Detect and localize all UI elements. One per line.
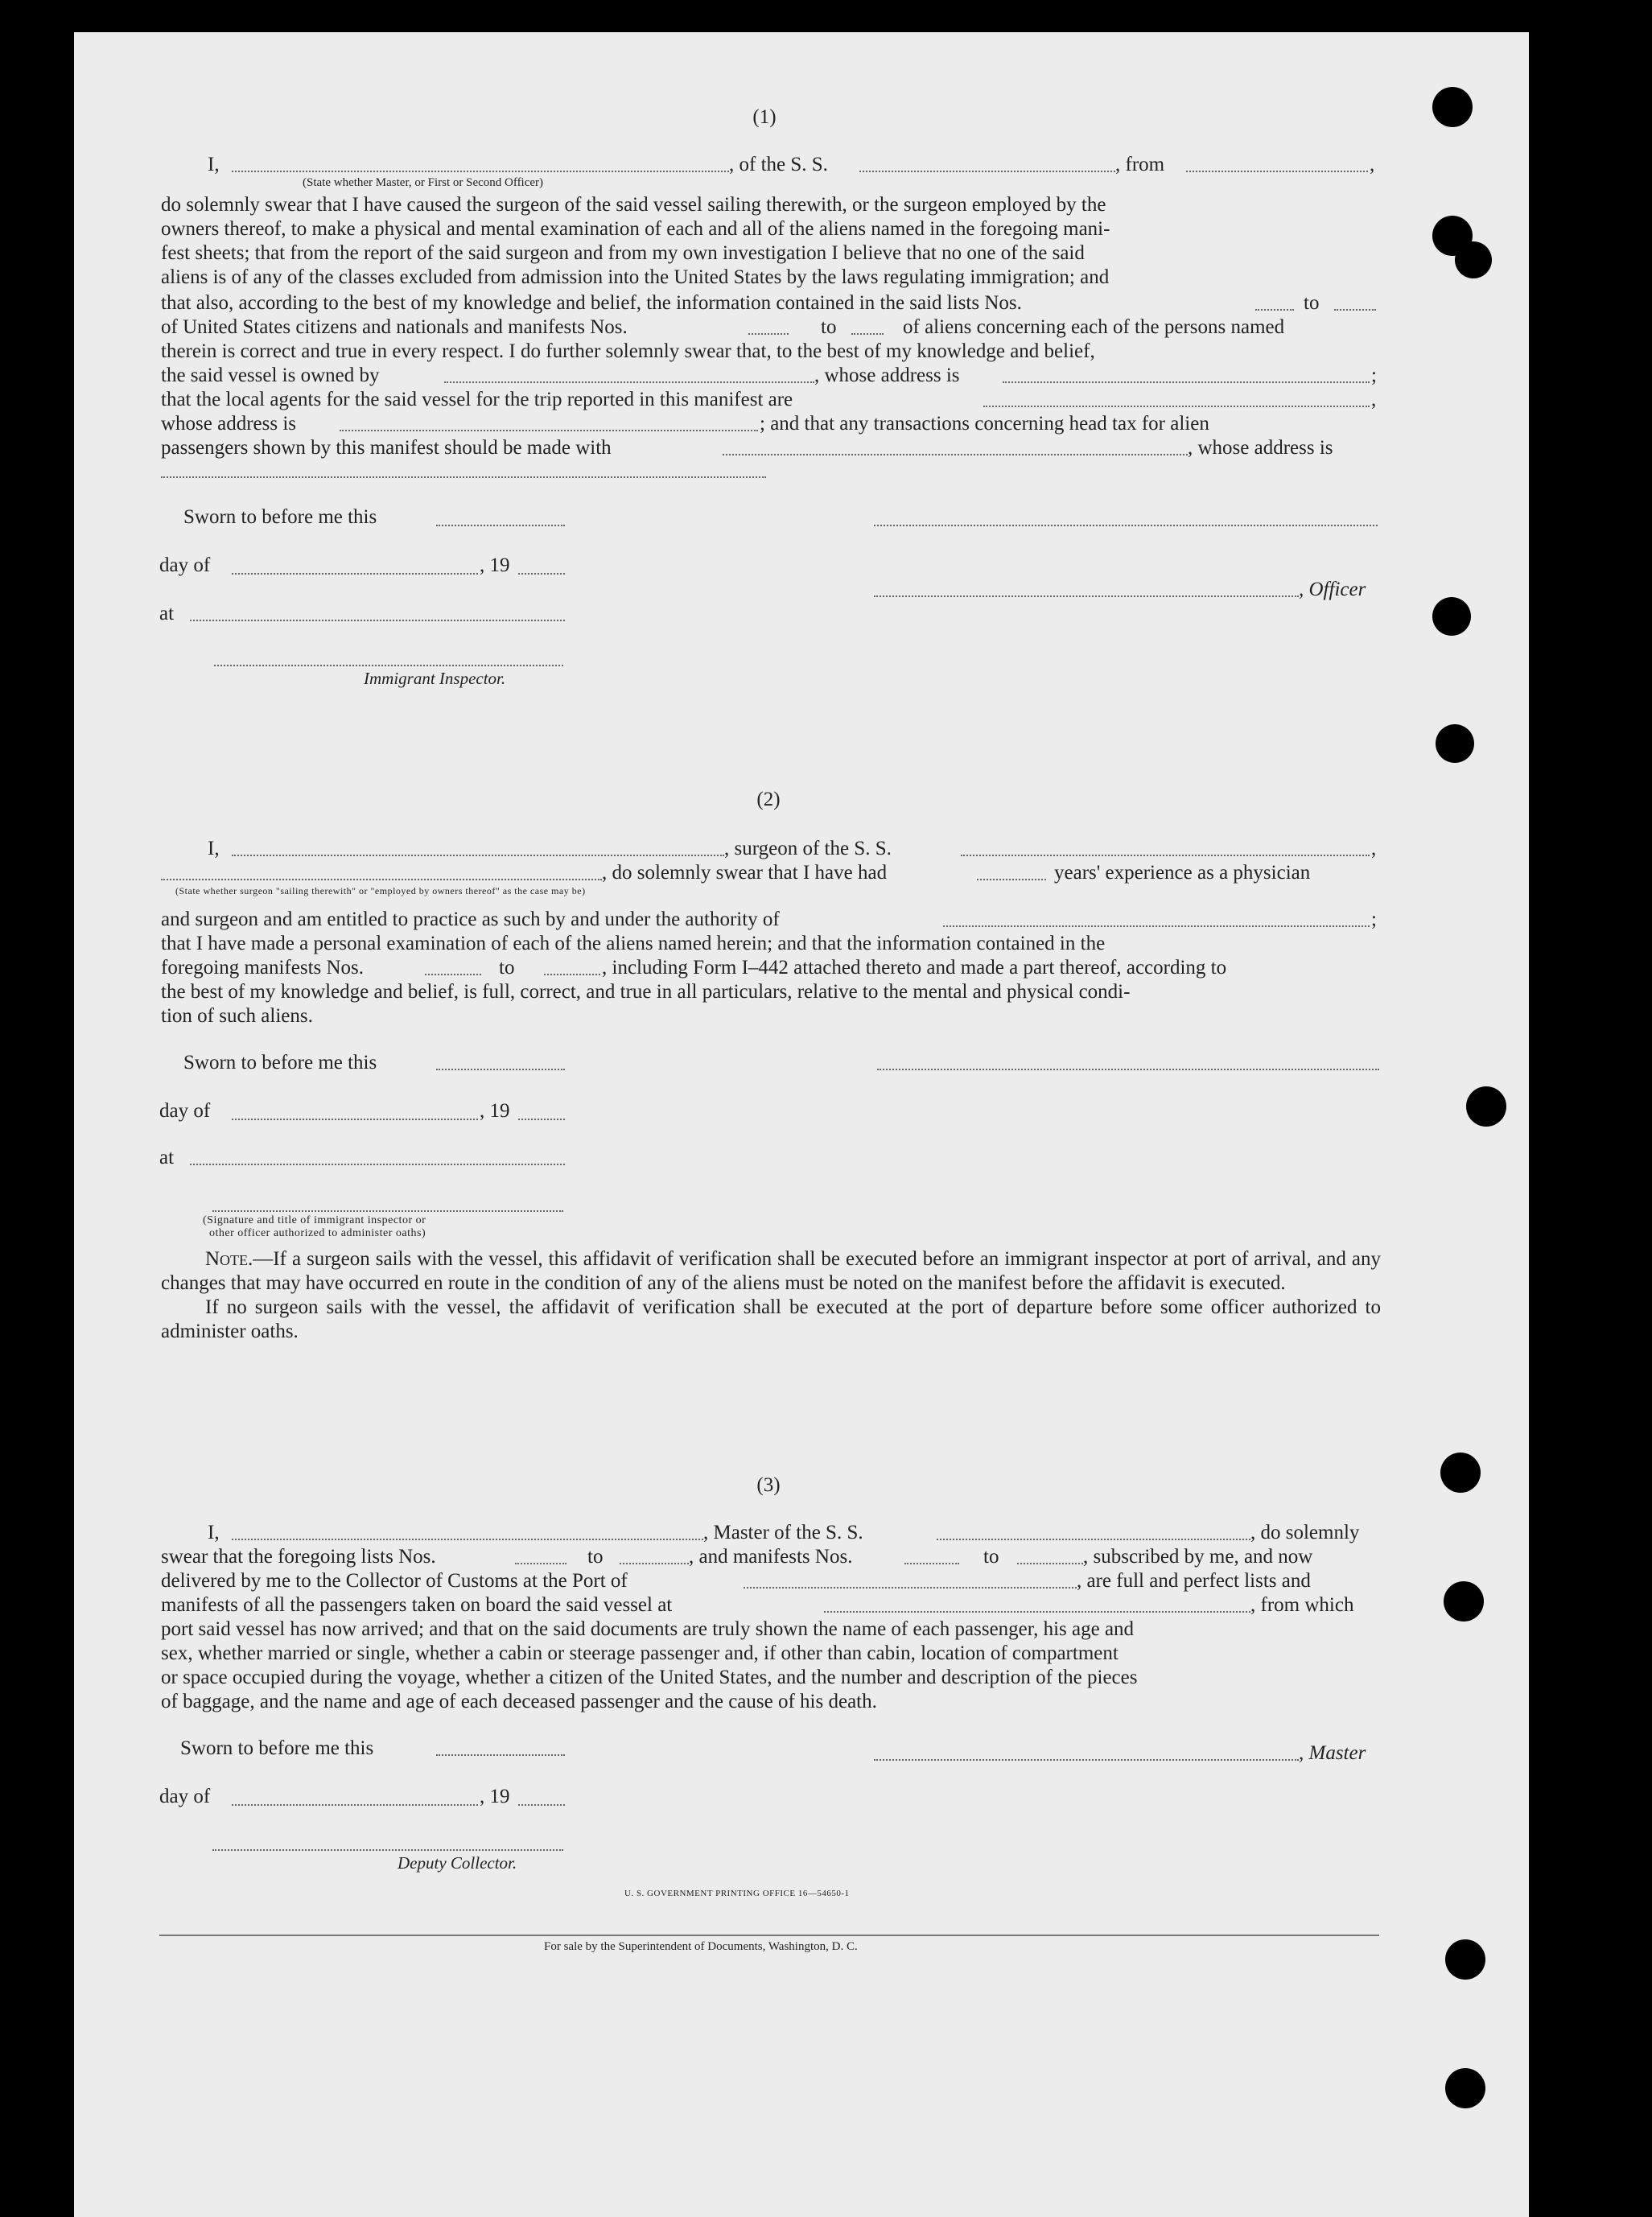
s3-i: I, bbox=[208, 1522, 220, 1543]
s1-signature-field[interactable] bbox=[874, 525, 1378, 526]
s3-line: sex, whether married or single, whether a cabin or steerage passenger and, if other than cabin, location of compartment bbox=[161, 1642, 1118, 1664]
s1-agents-field[interactable] bbox=[983, 406, 1370, 407]
punch-hole bbox=[1444, 1581, 1484, 1622]
s1-at-field[interactable] bbox=[190, 620, 565, 621]
s1-at: at bbox=[159, 603, 175, 624]
s2-i: I, bbox=[208, 838, 220, 859]
s2-surgeon-type-field[interactable] bbox=[161, 879, 602, 880]
s1-manifests-to-field[interactable] bbox=[851, 333, 884, 335]
s2-sig-caption-2: other officer authorized to administer oaths) bbox=[209, 1227, 426, 1239]
s1-owner-address-field[interactable] bbox=[1003, 381, 1370, 383]
s1-from-field[interactable] bbox=[1186, 171, 1368, 172]
s2-signature-field[interactable] bbox=[877, 1069, 1379, 1070]
s3-body bbox=[161, 1617, 1381, 1714]
s2-day-field[interactable] bbox=[232, 1119, 478, 1120]
s3-lists-from-field[interactable] bbox=[515, 1563, 566, 1564]
s1-body-2 bbox=[161, 340, 1381, 364]
s1-agents-address-field[interactable] bbox=[340, 430, 758, 431]
s1-manifests-from-field[interactable] bbox=[748, 333, 789, 335]
s2-years-field[interactable] bbox=[977, 879, 1046, 880]
s3-boarding-port-field[interactable] bbox=[824, 1611, 1250, 1613]
punch-hole bbox=[1455, 241, 1492, 278]
s1-lists-from-field[interactable] bbox=[1255, 309, 1294, 311]
s3-day-field[interactable] bbox=[232, 1804, 478, 1806]
s1-line9c: ; bbox=[1371, 365, 1377, 386]
s2-at: at bbox=[159, 1147, 175, 1168]
s2-line5a: foregoing manifests Nos. bbox=[161, 957, 365, 979]
s3-line: of baggage, and the name and age of each deceased passenger and the cause of his death. bbox=[161, 1691, 877, 1712]
s1-vessel-field[interactable] bbox=[859, 171, 1115, 172]
s2-surgeon: , surgeon of the S. S. bbox=[724, 838, 892, 859]
s1-owner-field[interactable] bbox=[444, 381, 814, 383]
s3-year-field[interactable] bbox=[518, 1804, 565, 1806]
s3-manifests-from-field[interactable] bbox=[904, 1563, 959, 1564]
s1-officer: , Officer bbox=[1299, 579, 1366, 600]
s2-line5c: , including Form I–442 attached thereto and made a part thereof, according to bbox=[602, 957, 1227, 979]
s1-line12a: passengers shown by this manifest should be made with bbox=[161, 437, 612, 459]
s1-headtax-address-field[interactable] bbox=[161, 476, 766, 478]
s1-line: owners thereof, to make a physical and mental examination of each and all of the aliens named in the foregoing mani- bbox=[161, 218, 1110, 240]
s3-vessel-field[interactable] bbox=[937, 1539, 1250, 1540]
s1-officer-rank-field[interactable] bbox=[232, 171, 729, 172]
s2-body-2 bbox=[161, 980, 1381, 1028]
s3-line2d: to bbox=[983, 1546, 999, 1568]
s3-master-sign: , Master bbox=[1299, 1742, 1366, 1764]
s2-note bbox=[161, 1247, 1381, 1344]
s2-note-2: If no surgeon sails with the vessel, the affidavit of verification shall be executed at the port of departure before some officer authorized to administer oaths. bbox=[161, 1296, 1381, 1342]
s2-surgeon-name-field[interactable] bbox=[232, 855, 724, 856]
s2-sworn: Sworn to before me this bbox=[183, 1052, 377, 1073]
s1-inspector: Immigrant Inspector. bbox=[364, 669, 506, 688]
section-2-number: (2) bbox=[756, 789, 781, 810]
s2-day-of: day of bbox=[159, 1100, 211, 1122]
punch-hole bbox=[1445, 1939, 1485, 1980]
s1-comma: , bbox=[1370, 154, 1375, 175]
s3-line2c: , and manifests Nos. bbox=[689, 1546, 853, 1568]
s1-line6a: that also, according to the best of my knowledge and belief, the information contained in the said lists Nos. bbox=[161, 292, 1022, 314]
s1-line9a: the said vessel is owned by bbox=[161, 365, 380, 386]
sale-note: For sale by the Superintendent of Documents, Washington, D. C. bbox=[544, 1940, 858, 1953]
s2-line3b: ; bbox=[1371, 909, 1377, 930]
s3-line2e: , subscribed by me, and now bbox=[1083, 1546, 1313, 1568]
s3-line: or space occupied during the voyage, whether a citizen of the United States, and the number and description of the pieces bbox=[161, 1667, 1138, 1688]
s1-line: fest sheets; that from the report of the said surgeon and from my own investigation I believe that no one of the said bbox=[161, 242, 1085, 264]
s2-manifests-from-field[interactable] bbox=[425, 974, 481, 975]
s1-day-of: day of bbox=[159, 554, 211, 576]
s2-line5b: to bbox=[499, 957, 515, 979]
s1-of-ss: , of the S. S. bbox=[729, 154, 828, 175]
s3-line4b: , from which bbox=[1250, 1594, 1354, 1616]
s3-sworn-field[interactable] bbox=[436, 1754, 565, 1756]
s1-lists-to-field[interactable] bbox=[1334, 309, 1376, 311]
s1-line: aliens is of any of the classes excluded from admission into the United States by the laws regulating immigration; and bbox=[161, 266, 1110, 288]
footer-rule bbox=[159, 1935, 1379, 1936]
s3-line3a: delivered by me to the Collector of Customs at the Port of bbox=[161, 1570, 628, 1592]
s1-line10b: , bbox=[1371, 389, 1377, 410]
punch-hole bbox=[1440, 1453, 1481, 1493]
punch-hole bbox=[1436, 724, 1474, 763]
s2-comma: , bbox=[1371, 838, 1377, 859]
s2-note-1 bbox=[161, 1247, 1381, 1296]
s2-sig-caption-1: (Signature and title of immigrant inspector or bbox=[203, 1214, 426, 1226]
s3-nineteen: , 19 bbox=[480, 1786, 510, 1807]
s1-year-field[interactable] bbox=[518, 573, 565, 575]
gpo-imprint: U. S. GOVERNMENT PRINTING OFFICE 16—54650-1 bbox=[624, 1889, 850, 1898]
s3-sworn: Sworn to before me this bbox=[180, 1737, 374, 1759]
s2-line: the best of my knowledge and belief, is full, correct, and true in all particulars, relative to the mental and physical condi- bbox=[161, 981, 1131, 1003]
s2-authority-field[interactable] bbox=[943, 925, 1370, 927]
s1-day-field[interactable] bbox=[232, 573, 478, 575]
s1-line9b: , whose address is bbox=[814, 365, 960, 386]
s3-line3b: , are full and perfect lists and bbox=[1077, 1570, 1311, 1592]
s3-master-signature-field[interactable] bbox=[874, 1759, 1299, 1761]
punch-hole bbox=[1432, 597, 1471, 636]
s1-i: I, bbox=[208, 154, 220, 175]
s1-nineteen: , 19 bbox=[480, 554, 510, 576]
punch-hole bbox=[1445, 2068, 1485, 2108]
note-text: —If a surgeon sails with the vessel, this affidavit of verification shall be executed before an immigrant inspector at port of arrival, and any changes that may have occurred en route in the condition of any of the aliens must be noted on the manifest before the affidavit is executed. bbox=[161, 1248, 1381, 1294]
s3-port-field[interactable] bbox=[744, 1587, 1077, 1589]
s3-line2b: to bbox=[587, 1546, 604, 1568]
s1-caption: (State whether Master, or First or Second Officer) bbox=[303, 176, 544, 189]
s1-line11b: ; and that any transactions concerning head tax for alien bbox=[760, 413, 1209, 435]
s1-headtax-field[interactable] bbox=[723, 454, 1188, 455]
s2-line2b: years' experience as a physician bbox=[1054, 862, 1311, 884]
s3-master: , Master of the S. S. bbox=[703, 1522, 863, 1543]
s2-sworn-field[interactable] bbox=[436, 1069, 565, 1070]
s1-line10a: that the local agents for the said vessel for the trip reported in this manifest are bbox=[161, 389, 793, 410]
s2-line2a: , do solemnly swear that I have had bbox=[602, 862, 888, 884]
s1-line: do solemnly swear that I have caused the surgeon of the said vessel sailing therewith, or the surgeon employed by the bbox=[161, 194, 1106, 216]
s2-line3a: and surgeon and am entitled to practice as such by and under the authority of bbox=[161, 909, 780, 930]
s1-line11a: whose address is bbox=[161, 413, 297, 435]
s1-sworn: Sworn to before me this bbox=[183, 506, 377, 528]
s1-line: therein is correct and true in every respect. I do further solemnly swear that, to the best of my knowledge and belief, bbox=[161, 340, 1095, 362]
s1-line7b: to bbox=[821, 316, 837, 338]
s2-caption: (State whether surgeon "sailing therewith" or "employed by owners thereof" as the case may be) bbox=[175, 885, 586, 896]
s3-line2a: swear that the foregoing lists Nos. bbox=[161, 1546, 436, 1568]
s2-nineteen: , 19 bbox=[480, 1100, 510, 1122]
s2-vessel-field[interactable] bbox=[961, 855, 1370, 856]
s3-line4a: manifests of all the passengers taken on board the said vessel at bbox=[161, 1594, 673, 1616]
punch-hole bbox=[1432, 87, 1473, 127]
s1-line7c: of aliens concerning each of the persons named bbox=[903, 316, 1285, 338]
punch-hole bbox=[1466, 1086, 1506, 1127]
s1-line6b: to bbox=[1304, 292, 1320, 314]
s3-lists-to-field[interactable] bbox=[620, 1563, 689, 1564]
s1-from: , from bbox=[1115, 154, 1165, 175]
s2-line: that I have made a personal examination of each of the aliens named herein; and that the information contained in the bbox=[161, 933, 1106, 954]
note-label: Note. bbox=[205, 1248, 253, 1270]
s3-day-of: day of bbox=[159, 1786, 211, 1807]
s2-body bbox=[161, 932, 1381, 956]
s3-collector: Deputy Collector. bbox=[398, 1853, 517, 1873]
s1-officer-field[interactable] bbox=[874, 595, 1299, 597]
s1-line7a: of United States citizens and nationals and manifests Nos. bbox=[161, 316, 628, 338]
s2-year-field[interactable] bbox=[518, 1119, 565, 1120]
s3-do: , do solemnly bbox=[1250, 1522, 1360, 1543]
section-3-number: (3) bbox=[756, 1474, 781, 1496]
s1-line12b: , whose address is bbox=[1188, 437, 1333, 459]
s3-master-name-field[interactable] bbox=[232, 1539, 703, 1540]
s2-inspector-field[interactable] bbox=[212, 1210, 563, 1212]
s3-manifests-to-field[interactable] bbox=[1017, 1563, 1083, 1564]
s1-sworn-field[interactable] bbox=[436, 525, 565, 526]
section-1-number: (1) bbox=[752, 106, 777, 128]
s2-manifests-to-field[interactable] bbox=[544, 974, 600, 975]
s3-line: port said vessel has now arrived; and that on the said documents are truly shown the name of each passenger, his age and bbox=[161, 1618, 1135, 1640]
s2-line: tion of such aliens. bbox=[161, 1005, 313, 1027]
s2-at-field[interactable] bbox=[190, 1164, 565, 1165]
s1-body bbox=[161, 193, 1381, 290]
